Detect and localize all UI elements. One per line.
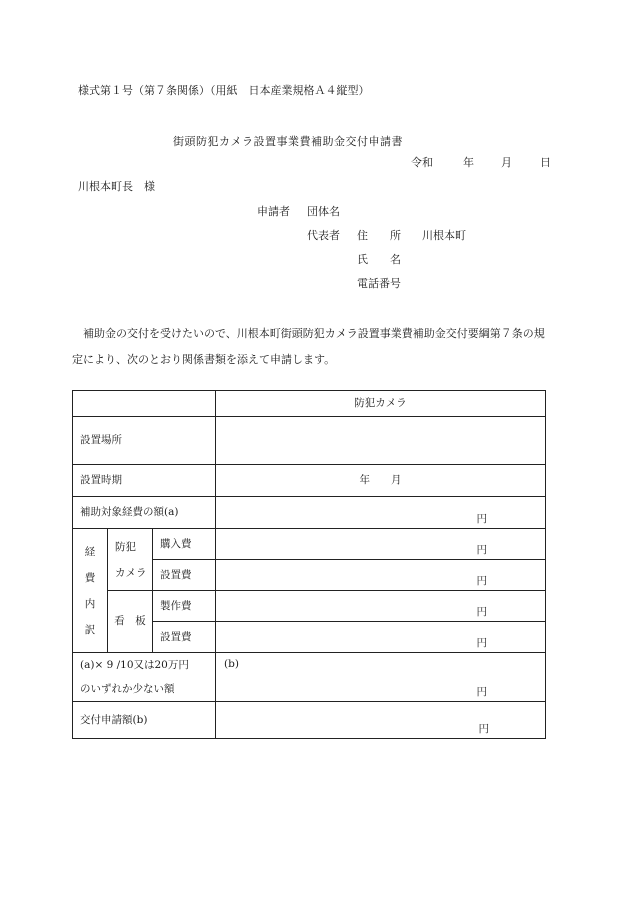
breakdown-char: 訳 xyxy=(84,623,96,636)
camera-label xyxy=(108,529,153,591)
sign-install-value[interactable]: 円 xyxy=(216,622,546,653)
location-label: 設置場所 xyxy=(73,417,216,465)
camera-install-label: 設置費 xyxy=(153,560,216,591)
calc-yen: 円 xyxy=(476,685,487,698)
addressee: 川根本町長 様 xyxy=(78,180,155,193)
table-row xyxy=(73,653,546,702)
table-row xyxy=(73,702,546,739)
camera-install-value[interactable]: 円 xyxy=(216,560,546,591)
calc-label-line: のいずれか少ない額 xyxy=(80,683,175,695)
purchase-value[interactable]: 円 xyxy=(216,529,546,560)
phone-label: 電話番号 xyxy=(357,277,401,290)
calc-value-cell[interactable] xyxy=(216,653,546,702)
representative-label: 代表者 xyxy=(307,229,340,242)
applicant-label: 申請者 xyxy=(257,205,290,218)
table-row xyxy=(73,591,546,622)
breakdown-label xyxy=(73,529,108,653)
date-day: 日 xyxy=(540,156,551,169)
eligible-cost-label: 補助対象経費の額(a) xyxy=(73,497,216,529)
calc-label-line: (a)× 9 /10又は20万円 xyxy=(80,659,189,671)
production-label: 製作費 xyxy=(153,591,216,622)
application-table xyxy=(72,390,546,739)
location-value-cell[interactable] xyxy=(216,417,546,465)
form-number: 様式第１号（第７条関係）（用紙 日本産業規格Ａ４縦型） xyxy=(78,84,370,97)
breakdown-char: 費 xyxy=(84,571,96,584)
name-label: 氏 名 xyxy=(357,253,401,266)
header-cell: 防犯カメラ xyxy=(216,391,546,417)
group-name-label: 団体名 xyxy=(307,205,340,218)
camera-label-line: カメラ xyxy=(115,566,147,579)
calc-b-label: (b) xyxy=(224,658,239,670)
purchase-label: 購入費 xyxy=(153,529,216,560)
sign-label: 看 板 xyxy=(108,591,153,653)
breakdown-char: 内 xyxy=(84,597,96,610)
header-blank-cell xyxy=(73,391,216,417)
sign-install-label: 設置費 xyxy=(153,622,216,653)
calc-label xyxy=(73,653,216,702)
production-value[interactable]: 円 xyxy=(216,591,546,622)
address-value: 川根本町 xyxy=(422,229,466,242)
breakdown-char: 経 xyxy=(84,545,96,558)
date-year: 年 xyxy=(463,156,474,169)
table-row xyxy=(73,497,546,529)
table-row xyxy=(73,417,546,465)
camera-label-line: 防犯 xyxy=(115,540,136,553)
period-value[interactable]: 年 月 xyxy=(216,465,546,497)
period-label: 設置時期 xyxy=(73,465,216,497)
request-amount-value[interactable]: 円 xyxy=(216,702,546,739)
address-label: 住 所 xyxy=(357,229,401,242)
table-row xyxy=(73,391,546,417)
document-title: 街頭防犯カメラ設置事業費補助金交付申請書 xyxy=(173,135,403,148)
table-row xyxy=(73,529,546,560)
date-era: 令和 xyxy=(411,156,433,169)
table-row xyxy=(73,465,546,497)
body-text: 補助金の交付を受けたいので、川根本町街頭防犯カメラ設置事業費補助金交付要綱第７条の規定により、次のとおり関係書類を添えて申請します。 xyxy=(72,327,545,366)
request-amount-label: 交付申請額(b) xyxy=(73,702,216,739)
date-month: 月 xyxy=(501,156,512,169)
eligible-cost-value[interactable]: 円 xyxy=(216,497,546,529)
